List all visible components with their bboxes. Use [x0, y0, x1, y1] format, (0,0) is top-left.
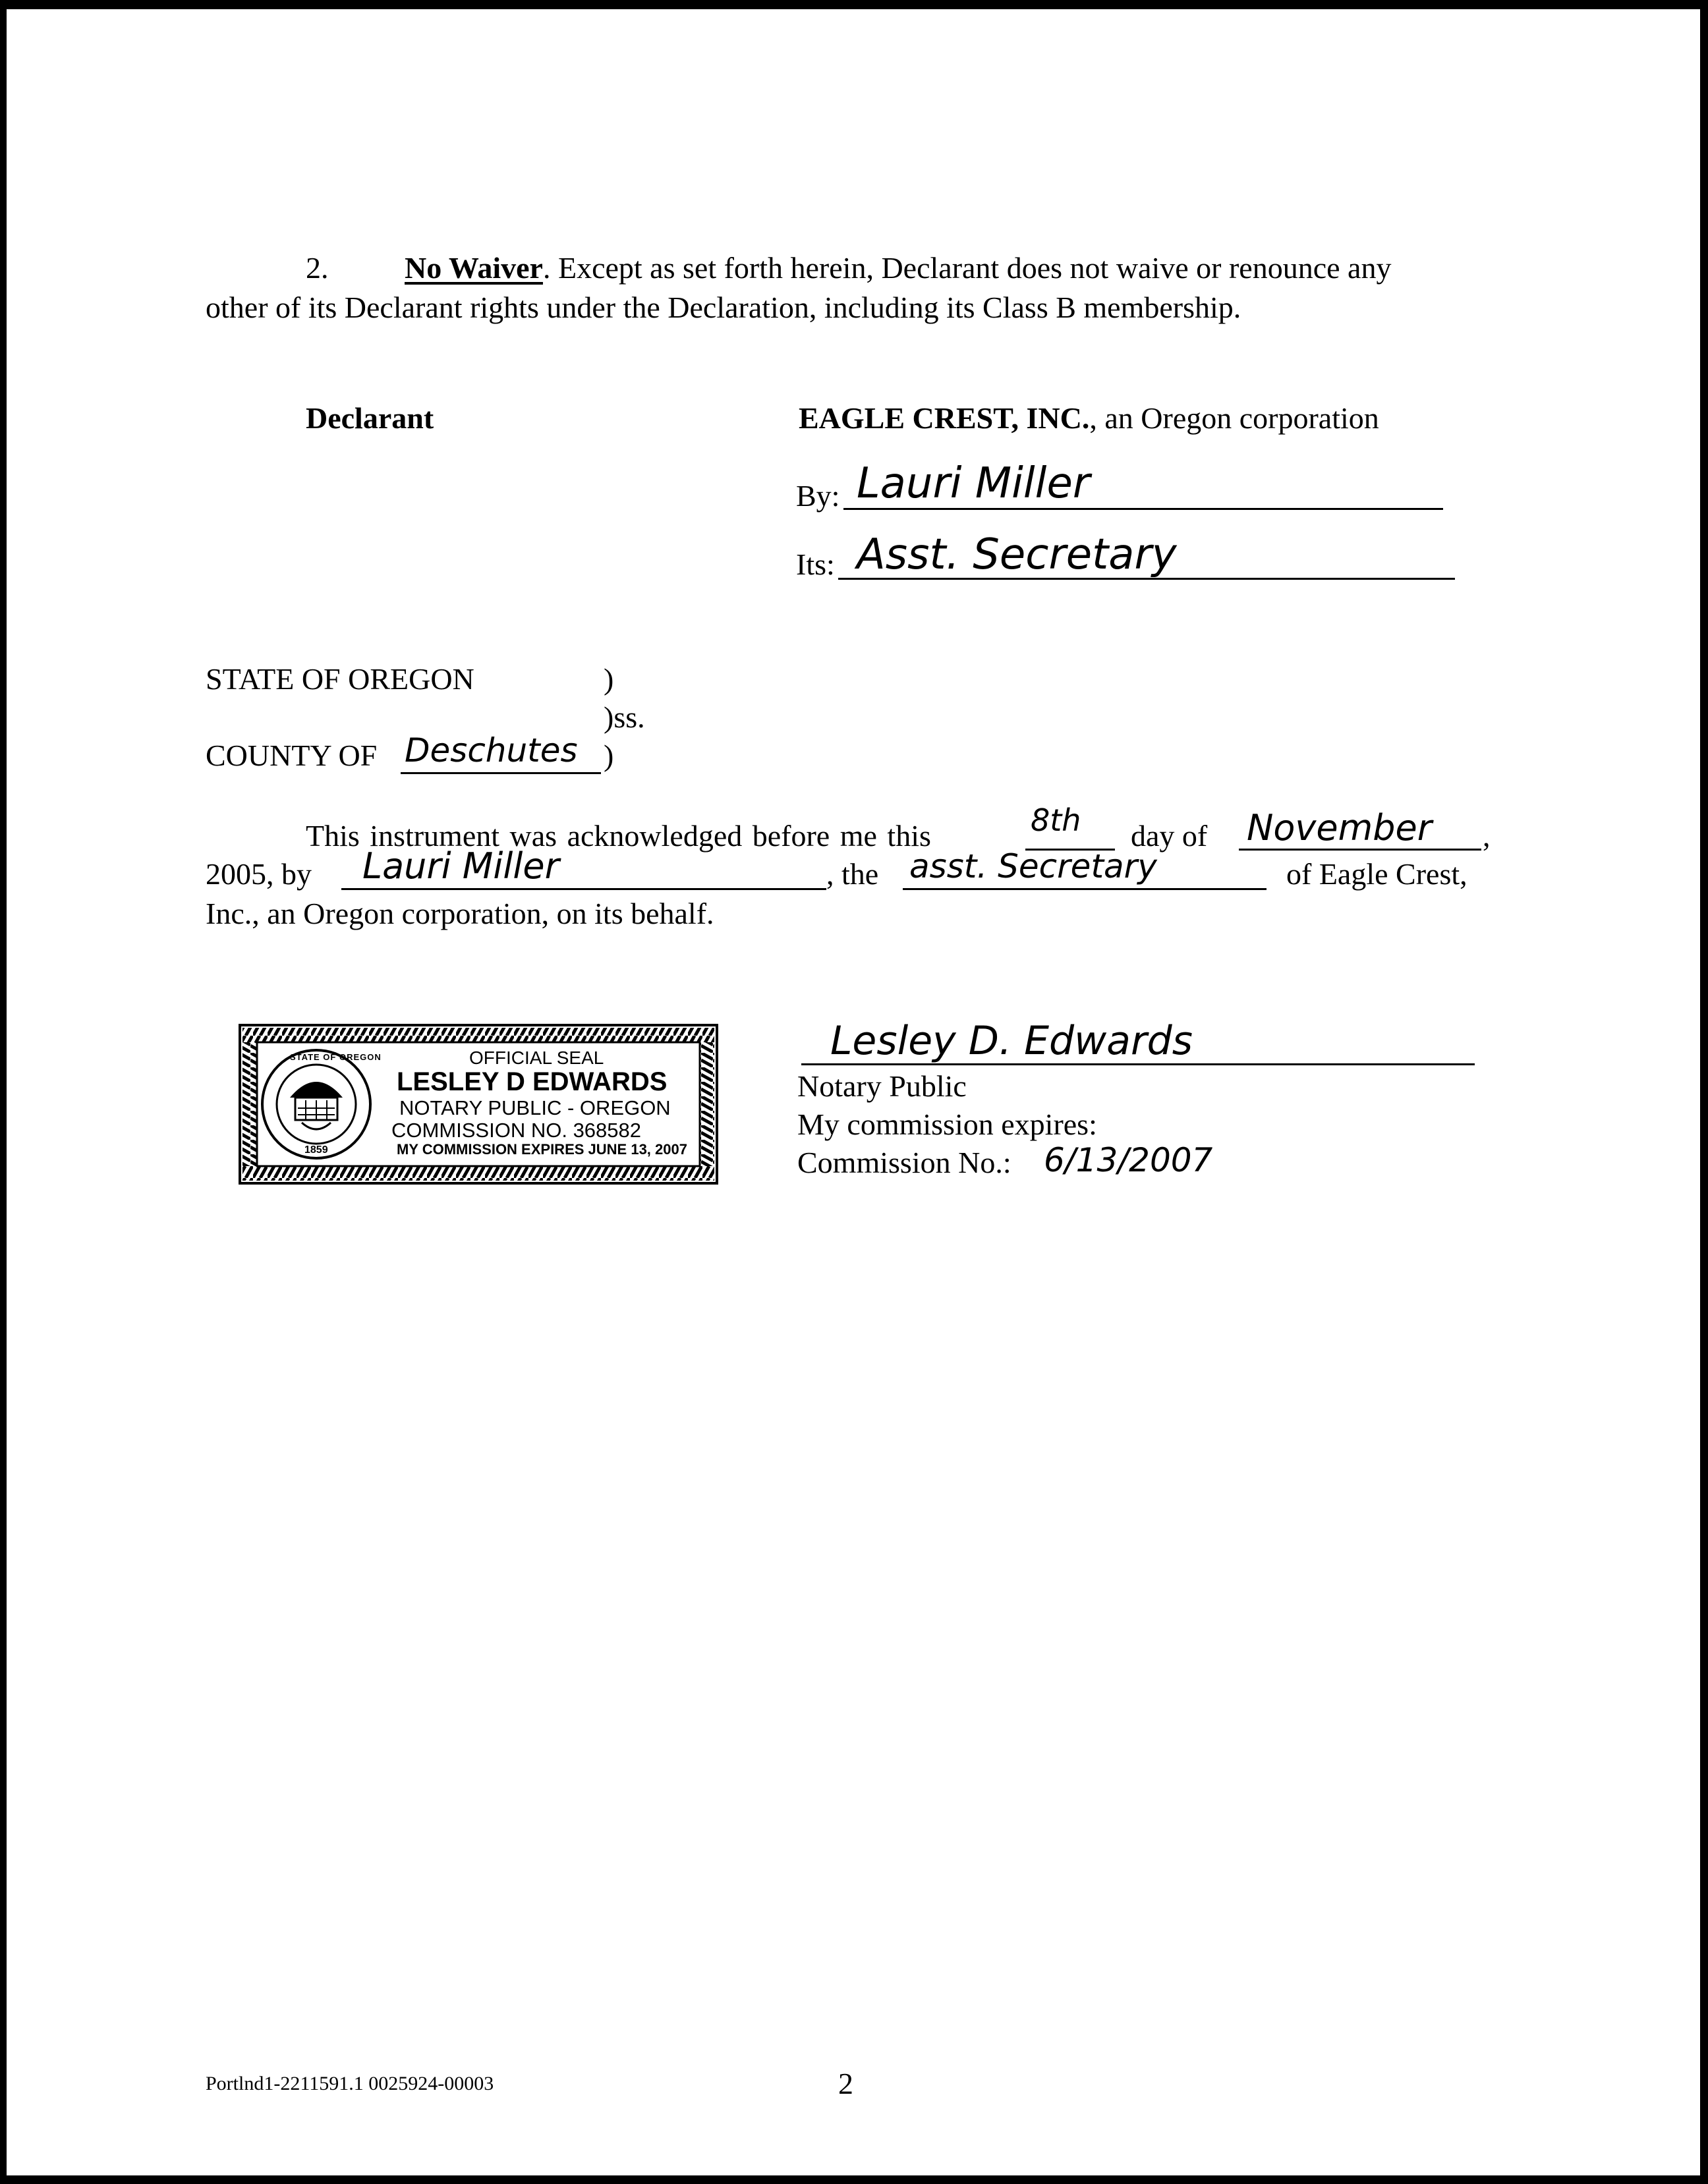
footer-doc-id: Portlnd1-2211591.1 0025924-00003	[206, 2073, 494, 2094]
ack-line1-b: day of	[1131, 819, 1208, 853]
county-label: COUNTY OF	[206, 739, 378, 772]
section-line-2: other of its Declarant rights under the Declaration, including its Class B membership.	[206, 291, 1241, 324]
county-handwritten: Deschutes	[405, 731, 578, 770]
notary-expires-label: My commission expires:	[797, 1107, 1097, 1141]
company-line	[799, 403, 1379, 434]
section-number: 2.	[306, 251, 329, 285]
document-page	[7, 9, 1700, 2175]
seal-emblem-year: 1859	[304, 1144, 328, 1156]
section-line-1	[405, 253, 1391, 283]
ack-title: asst. Secretary	[909, 847, 1157, 885]
ack-line1-c: ,	[1483, 819, 1491, 853]
its-label: Its:	[796, 547, 835, 581]
seal-line-2: LESLEY D EDWARDS	[397, 1067, 668, 1096]
notary-sign-line	[801, 1063, 1475, 1065]
company-suffix: , an Oregon corporation	[1089, 401, 1379, 435]
oregon-emblem-icon	[262, 1050, 370, 1158]
venue-paren-2: )	[604, 739, 614, 772]
ack-day: 8th	[1031, 802, 1081, 838]
venue-ss: )ss.	[604, 700, 645, 734]
by-line	[843, 508, 1443, 510]
notary-commission-handwritten: 6/13/2007	[1044, 1141, 1213, 1179]
seal-line-1: OFFICIAL SEAL	[469, 1048, 604, 1068]
by-signature: Lauri Miller	[857, 459, 1091, 508]
notary-seal	[239, 1024, 718, 1185]
ack-month-line	[1239, 849, 1481, 851]
notary-signature: Lesley D. Edwards	[830, 1018, 1193, 1064]
ack-line1-a: This instrument was acknowledged before me this	[306, 819, 931, 853]
ack-name: Lauri Miller	[362, 845, 559, 887]
ack-month: November	[1247, 807, 1432, 849]
declarant-label: Declarant	[306, 401, 434, 435]
footer-page-number: 2	[838, 2067, 853, 2100]
venue-paren-1: )	[604, 662, 614, 696]
ack-name-line	[341, 888, 826, 890]
seal-line-4: COMMISSION NO. 368582	[391, 1119, 642, 1142]
state-line: STATE OF OREGON	[206, 662, 474, 696]
section-heading: No Waiver	[405, 251, 543, 285]
ack-line2-c: of Eagle Crest,	[1286, 857, 1467, 891]
ack-title-line	[903, 888, 1267, 890]
notary-label: Notary Public	[797, 1069, 967, 1103]
ack-line2-b: , the	[826, 857, 879, 891]
seal-line-3: NOTARY PUBLIC - OREGON	[399, 1096, 671, 1119]
company-name: EAGLE CREST, INC.	[799, 401, 1090, 435]
ack-line3: Inc., an Oregon corporation, on its behalf.	[206, 897, 714, 930]
seal-line-5: MY COMMISSION EXPIRES JUNE 13, 2007	[397, 1141, 687, 1158]
seal-emblem-top: STATE OF OREGON	[290, 1052, 382, 1062]
its-signature: Asst. Secretary	[857, 530, 1177, 579]
county-line	[401, 772, 601, 774]
section-text-1: . Except as set forth herein, Declarant does not waive or renounce any	[542, 251, 1392, 285]
its-line	[838, 578, 1455, 580]
by-label: By:	[796, 479, 840, 513]
notary-commission-label: Commission No.:	[797, 1146, 1011, 1179]
ack-line2-a: 2005, by	[206, 857, 312, 891]
